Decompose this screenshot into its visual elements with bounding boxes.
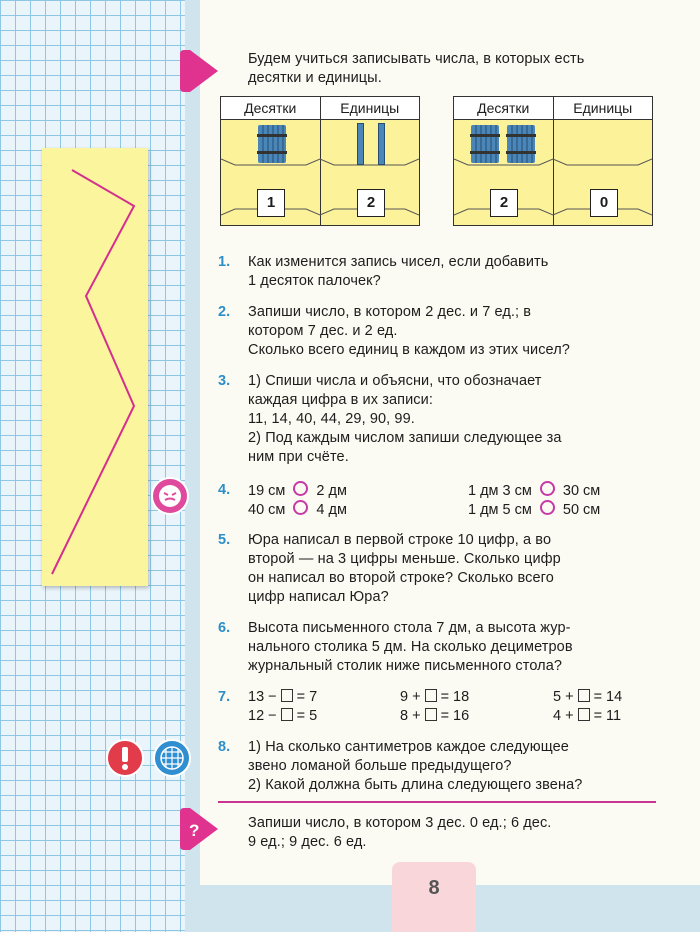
place-value-table-1 <box>220 96 420 226</box>
pocket-folds <box>221 119 419 225</box>
compare-circle-icon[interactable] <box>293 481 308 496</box>
ones-header: Единицы <box>573 100 633 116</box>
blank-box[interactable] <box>578 708 590 721</box>
task-number: 7. <box>218 689 231 705</box>
ones-digit: 2 <box>357 189 385 217</box>
compare-circle-icon[interactable] <box>540 500 555 515</box>
task-5-text: Юра написал в первой строке 10 цифр, а во второй — на 3 цифры меньше. Сколько цифр он написал во второй строке? Сколько всего цифр написал Юра? <box>248 532 561 605</box>
tens-digit: 1 <box>257 189 285 217</box>
blank-box[interactable] <box>281 689 293 702</box>
compare-row: 1 дм 5 см 50 см <box>468 502 601 518</box>
section-divider <box>218 801 656 803</box>
equation: 4 + = 11 <box>553 708 622 724</box>
task-number: 1. <box>218 254 231 270</box>
compare-circle-icon[interactable] <box>540 481 555 496</box>
compare-row: 19 см 2 дм <box>248 483 347 499</box>
compare-row: 40 см 4 дм <box>248 502 347 518</box>
geometry-grid-badge-icon <box>153 739 191 777</box>
equation: 5 + = 14 <box>553 689 623 705</box>
task-number: 6. <box>218 620 231 636</box>
blank-box[interactable] <box>425 689 437 702</box>
stick-bundle-icon <box>470 123 500 165</box>
equation: 8 + = 16 <box>400 708 470 724</box>
task-8-text: 1) На сколько сантиметров каждое следующее звено ломаной больше предыдущего? 2) Какой должна быть длина следующего звена? <box>248 739 583 793</box>
task-number: 8. <box>218 739 231 755</box>
task-number: 2. <box>218 304 231 320</box>
polyline-drawing <box>42 148 148 586</box>
stick-icon <box>357 123 364 165</box>
place-value-table-2 <box>453 96 653 226</box>
stick-icon <box>378 123 385 165</box>
svg-text:?: ? <box>189 821 200 840</box>
task-number: 3. <box>218 373 231 389</box>
compare-row: 1 дм 3 см 30 см <box>468 483 601 499</box>
page-number: 8 <box>392 862 476 932</box>
section-marker-triangle-icon <box>180 50 220 92</box>
question-marker-icon <box>180 808 220 850</box>
compare-circle-icon[interactable] <box>293 500 308 515</box>
equation: 9 + = 18 <box>400 689 470 705</box>
stick-bundle-icon <box>506 123 536 165</box>
blank-box[interactable] <box>425 708 437 721</box>
polyline-strip <box>42 148 148 586</box>
blank-box[interactable] <box>578 689 590 702</box>
ones-digit: 0 <box>590 189 618 217</box>
tens-digit: 2 <box>490 189 518 217</box>
tens-header: Десятки <box>454 97 554 119</box>
task-number: 4. <box>218 482 231 498</box>
blank-box[interactable] <box>281 708 293 721</box>
stick-bundle-icon <box>257 123 287 165</box>
pair-work-badge-icon <box>151 477 189 515</box>
task-3-text: 1) Спиши числа и объясни, что обозначает каждая цифра в их записи: 11, 14, 40, 44, 29, 90, 99. 2) Под каждым числом запиши следующее за ним при счёте. <box>248 373 562 465</box>
tens-header: Десятки <box>221 97 321 119</box>
equation: 13 − = 7 <box>248 689 318 705</box>
intro-text: Будем учиться записывать числа, в которых есть десятки и единицы. <box>248 51 585 86</box>
task-number: 5. <box>218 532 231 548</box>
question-task-text: Запиши число, в котором 3 дес. 0 ед.; 6 дес. 9 ед.; 9 дес. 6 ед. <box>248 815 552 850</box>
task-6-text: Высота письменного стола 7 дм, а высота жур- нального столика 5 дм. На сколько дециметров журнальный столик ниже письменного стола? <box>248 620 573 674</box>
task-1-text: Как изменится запись чисел, если добавить 1 десяток палочек? <box>248 254 549 289</box>
equation: 12 − = 5 <box>248 708 318 724</box>
task-2-text: Запиши число, в котором 2 дес. и 7 ед.; в котором 7 дес. и 2 ед. Сколько всего единиц в каждом из этих чисел? <box>248 304 570 358</box>
ones-header: Единицы <box>340 100 400 116</box>
important-badge-icon <box>106 739 144 777</box>
